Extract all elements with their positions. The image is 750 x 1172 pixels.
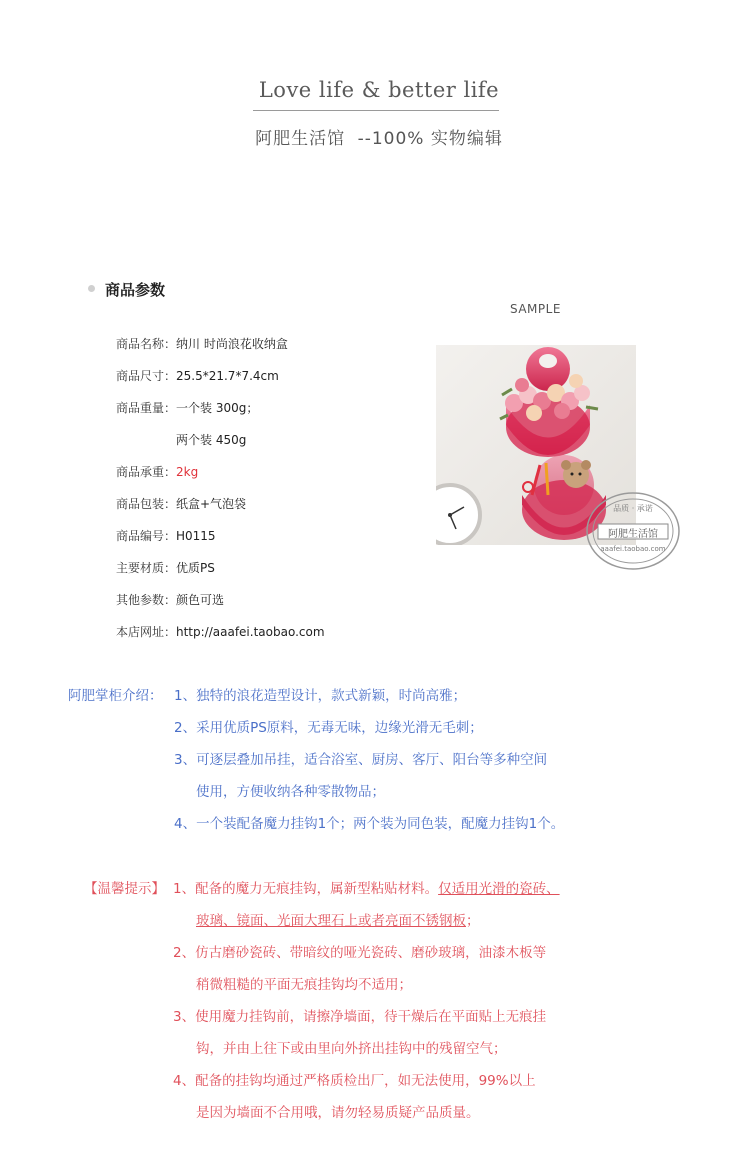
param-key: 本店网址： <box>115 625 176 639</box>
brand-claim: --100% 实物编辑 <box>357 129 503 149</box>
param-row <box>108 431 246 448</box>
param-value: 2kg <box>176 465 199 479</box>
tip-text: 1、配备的魔力无痕挂钩，属新型粘贴材料。 <box>173 881 439 897</box>
param-key: 商品承重： <box>115 465 176 479</box>
section-title: 商品参数 <box>105 281 166 299</box>
param-key: 商品尺寸： <box>115 369 176 383</box>
intro-line: 3、可逐层叠加吊挂，适合浴室、厨房、客厅、阳台等多种空间 <box>174 752 548 768</box>
stamp-middle-text: 阿肥生活馆 <box>608 529 658 540</box>
tip-line: 4、配备的挂钩均通过严格质检出厂，如无法使用，99%以上 <box>173 1073 536 1089</box>
section-bullet <box>88 285 95 292</box>
stamp-bottom-text: aaafei.taobao.com <box>600 545 666 553</box>
tip-text: ； <box>466 913 480 929</box>
tip-line: 钩，并由上往下或由里向外挤出挂钩中的残留空气； <box>196 1041 507 1057</box>
intro-label: 阿肥掌柜介绍： <box>68 688 163 704</box>
param-row <box>108 495 246 512</box>
param-key: 商品名称： <box>115 337 176 351</box>
param-value: H0115 <box>176 529 216 543</box>
param-value: 一个装 300g； <box>176 401 259 415</box>
param-value: 纳川 时尚浪花收纳盒 <box>176 337 288 351</box>
brand-subtitle <box>0 124 750 149</box>
param-value: 两个装 450g <box>176 433 247 447</box>
tip-text-underlined: 仅适用光滑的瓷砖、 <box>438 881 560 897</box>
tip-line: 2、仿古磨砂瓷砖、带暗纹的哑光瓷砖、磨砂玻璃，油漆木板等 <box>173 945 547 961</box>
param-value: 优质PS <box>176 561 215 575</box>
param-key: 商品编号： <box>115 529 176 543</box>
param-key: 商品重量： <box>115 401 176 415</box>
param-row <box>108 623 325 640</box>
param-key: 商品包装： <box>115 497 176 511</box>
param-key: 主要材质： <box>115 561 176 575</box>
param-value: 颜色可选 <box>176 593 225 607</box>
intro-line: 使用，方便收纳各种零散物品； <box>196 784 385 800</box>
param-key: 其他参数： <box>115 593 176 607</box>
brand-divider <box>253 110 499 111</box>
param-row <box>108 463 198 480</box>
tip-line: 是因为墙面不合用哦，请勿轻易质疑产品质量。 <box>196 1105 480 1121</box>
tip-line <box>196 909 480 929</box>
intro-line: 2、采用优质PS原料，无毒无味，边缘光滑无毛刺； <box>174 720 483 736</box>
param-row <box>108 335 288 352</box>
param-row <box>108 591 224 608</box>
tip-line: 稍微粗糙的平面无痕挂钩均不适用； <box>196 977 412 993</box>
intro-line: 1、独特的浪花造型设计，款式新颖，时尚高雅； <box>174 688 467 704</box>
stamp-top-text: 品质 · 承诺 <box>613 504 653 513</box>
tip-line: 3、使用魔力挂钩前，请擦净墙面，待干燥后在平面贴上无痕挂 <box>173 1009 547 1025</box>
store-name: 阿肥生活馆 <box>255 129 346 149</box>
tip-line <box>173 877 560 897</box>
param-row <box>108 367 279 384</box>
intro-line: 4、一个装配备魔力挂钩1个；两个装为同色装，配魔力挂钩1个。 <box>174 816 565 832</box>
param-row <box>108 559 215 576</box>
store-stamp <box>584 490 682 572</box>
param-value: 25.5*21.7*7.4cm <box>176 369 279 383</box>
param-value: 纸盒+气泡袋 <box>176 497 247 511</box>
param-row <box>108 527 216 544</box>
param-row <box>108 399 258 416</box>
sample-label: SAMPLE <box>510 302 561 316</box>
brand-tagline: Love life & better life <box>258 78 500 102</box>
tips-label: 【温馨提示】 <box>84 881 165 897</box>
store-url-link[interactable]: http://aaafei.taobao.com <box>176 625 325 639</box>
tip-text-underlined: 玻璃、镜面、光面大理石上或者亮面不锈钢板 <box>196 913 466 929</box>
